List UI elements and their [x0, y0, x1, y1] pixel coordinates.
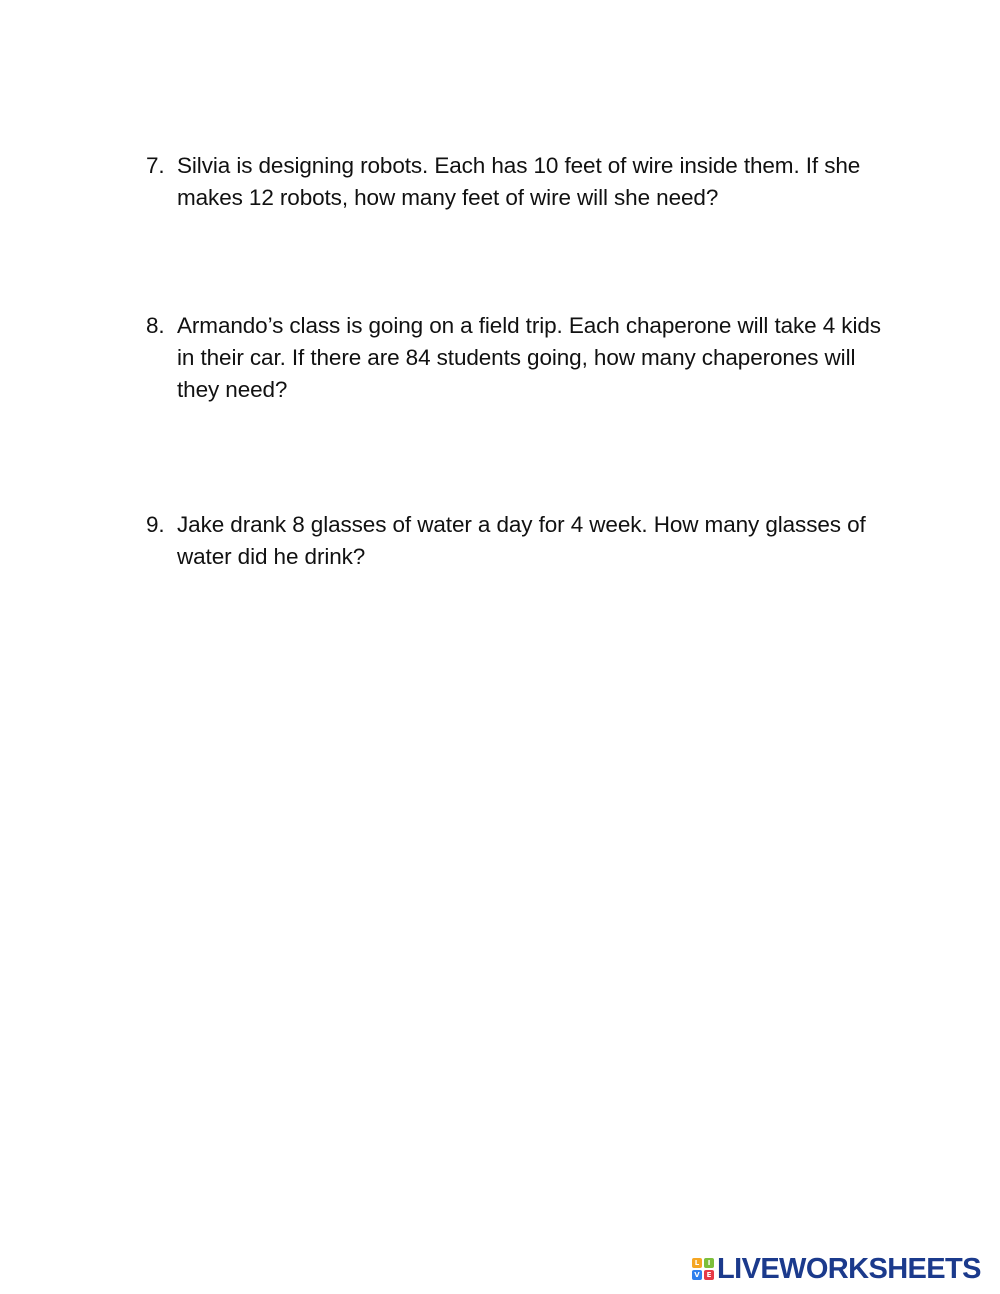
question-number: 7.: [146, 153, 165, 178]
question-text: Armando’s class is going on a field trip. Each chaperone will take 4 kids in their car. If there are 84 students going, how many chaperones will they need?: [177, 313, 881, 402]
question-number: 8.: [146, 313, 165, 338]
logo-letter: I: [704, 1258, 714, 1268]
question-number: 9.: [146, 512, 165, 537]
question-8: [146, 310, 886, 406]
question-text: Jake drank 8 glasses of water a day for 4 week. How many glasses of water did he drink?: [177, 512, 866, 569]
question-text: Silvia is designing robots. Each has 10 feet of wire inside them. If she makes 12 robots, how many feet of wire will she need?: [177, 153, 861, 210]
question-7: [146, 150, 886, 214]
liveworksheets-logo: [692, 1254, 981, 1284]
logo-letter: V: [692, 1270, 702, 1280]
logo-mark-icon: [692, 1258, 714, 1280]
logo-letter: E: [704, 1270, 714, 1280]
brand-name: LIVEWORKSHEETS: [717, 1253, 981, 1285]
logo-letter: L: [692, 1258, 702, 1268]
question-9: [146, 509, 886, 573]
